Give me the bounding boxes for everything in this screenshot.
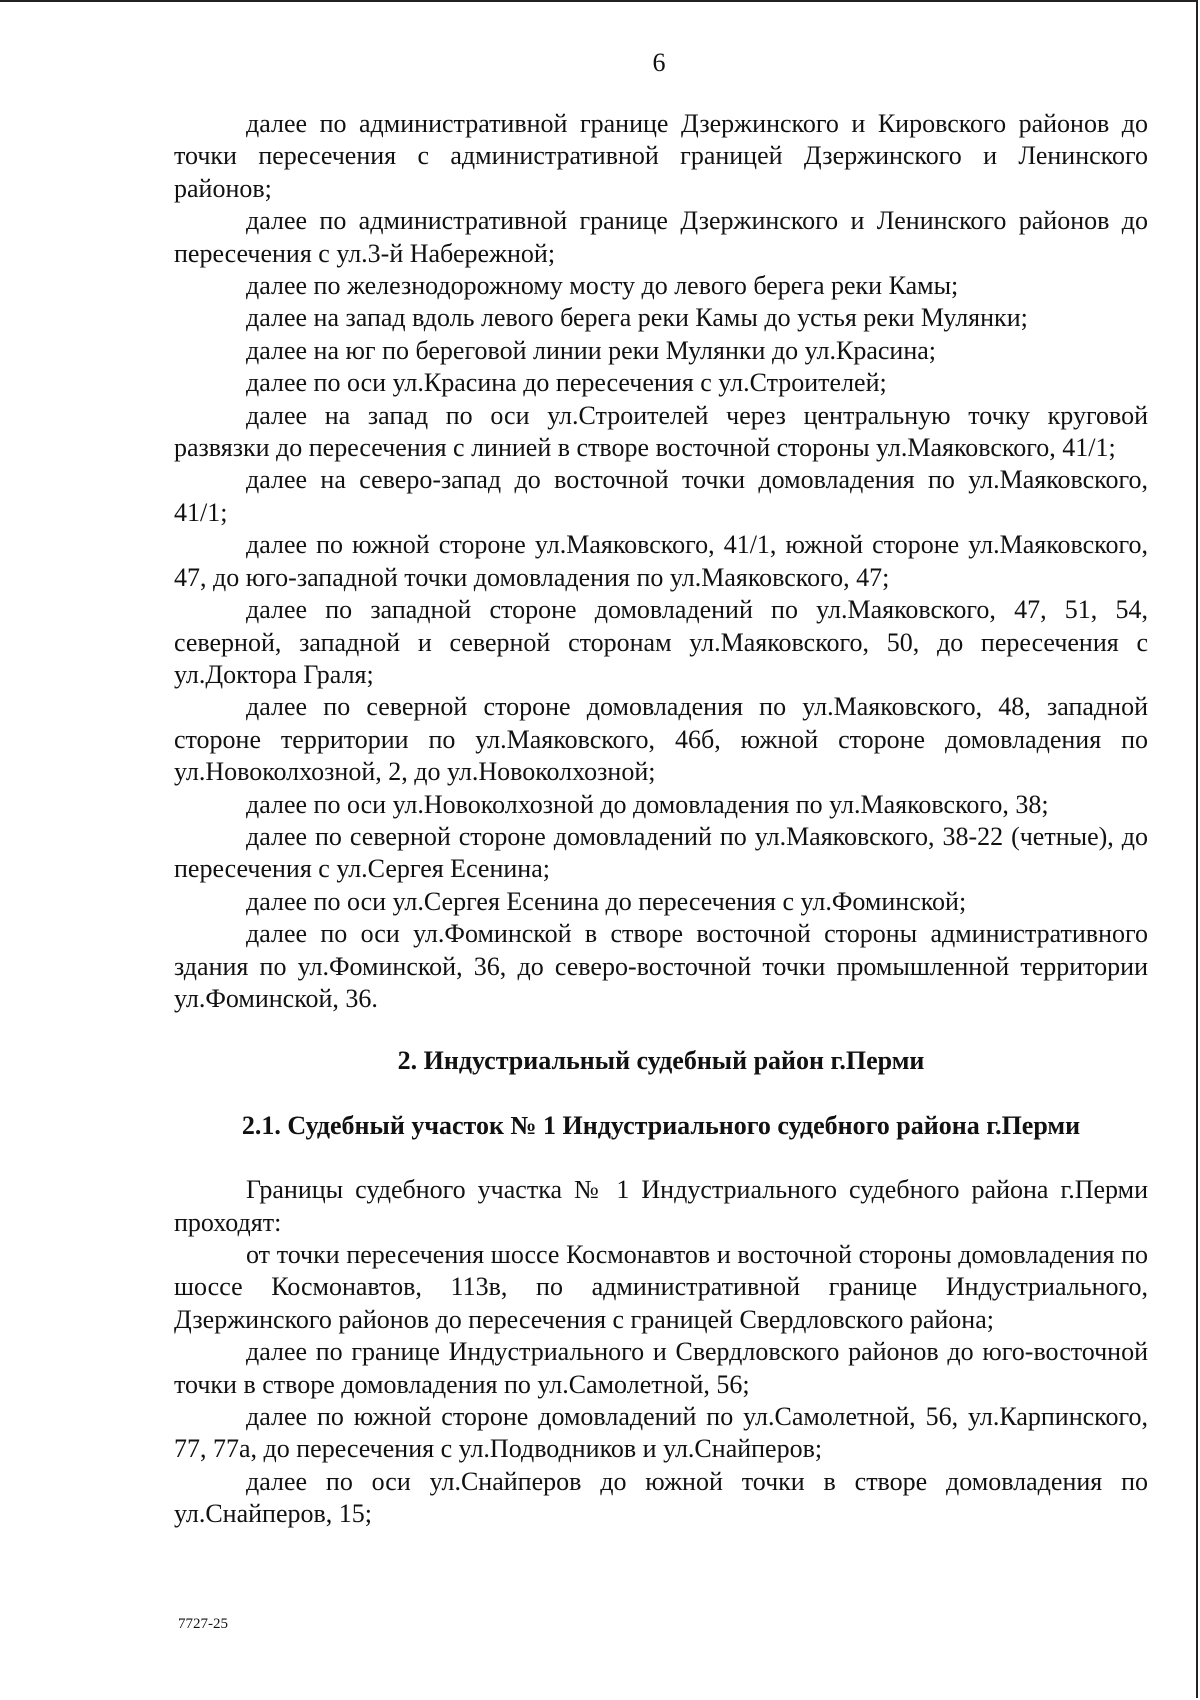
paragraph: далее на запад по оси ул.Строителей через центральную точку круговой развязки до пересечения с линией в створе восточной стороны ул.Маяковского, 41/1; [174, 400, 1148, 463]
paragraph: далее по оси ул.Сергея Есенина до пересечения с ул.Фоминской; [246, 886, 967, 916]
subsection-heading: 2.1. Судебный участок № 1 Индустриального судебного района г.Перми [241, 1110, 1081, 1140]
document-body [174, 108, 1148, 1531]
paragraph: далее по западной стороне домовладений по ул.Маяковского, 47, 51, 54, северной, западной и северной сторонам ул.Маяковского, 50, до пересечения с ул.Доктора Граля; [174, 595, 1148, 689]
paragraph: далее по оси ул.Красина до пересечения с ул.Строителей; [246, 368, 887, 398]
paragraph: далее по южной стороне ул.Маяковского, 41/1, южной стороне ул.Маяковского, 47, до юго-западной точки домовладения по ул.Маяковского, 47; [174, 530, 1148, 592]
paragraph: далее по границе Индустриального и Свердловского районов до юго-восточной точки в створе домовладения по ул.Самолетной, 56; [174, 1337, 1148, 1399]
paragraph: от точки пересечения шоссе Космонавтов и восточной стороны домовладения по шоссе Космонавтов, 113в, по административной границе Индустриального, Дзержинского районов до пересечения с границей Свердловского района; [174, 1240, 1148, 1334]
paragraph: далее по административной границе Дзержинского и Ленинского районов до пересечения с ул.3-й Набережной; [174, 206, 1148, 268]
paragraph: далее по северной стороне домовладений по ул.Маяковского, 38-22 (четные), до пересечения с ул.Сергея Есенина; [174, 821, 1148, 884]
paragraph: далее по оси ул.Новоколхозной до домовладения по ул.Маяковского, 38; [246, 789, 1049, 819]
paragraph: далее на юг по береговой линии реки Мулянки до ул.Красина; [246, 335, 937, 365]
paragraph: далее по оси ул.Снайперов до южной точки в створе домовладения по ул.Снайперов, 15; [174, 1466, 1148, 1529]
document-code: 7727-25 [178, 1616, 228, 1632]
paragraph: далее по южной стороне домовладений по ул.Самолетной, 56, ул.Карпинского, 77, 77а, до пересечения с ул.Подводников и ул.Снайперов; [174, 1402, 1148, 1464]
paragraph: далее на северо-запад до восточной точки домовладения по ул.Маяковского, 41/1; [174, 465, 1148, 527]
paragraph: далее по железнодорожному мосту до левого берега реки Камы; [246, 271, 959, 301]
paragraph: далее по административной границе Дзержинского и Кировского районов до точки пересечения с административной границей Дзержинского и Ленинского районов; [174, 109, 1148, 203]
paragraph: далее по северной стороне домовладения по ул.Маяковского, 48, западной стороне территории по ул.Маяковского, 46б, южной стороне домовладения по ул.Новоколхозной, 2, до ул.Новоколхозной; [174, 692, 1148, 787]
paragraph: Границы судебного участка № 1 Индустриального судебного района г.Перми проходят: [174, 1175, 1148, 1237]
section-heading: 2. Индустриальный судебный район г.Перми [397, 1046, 925, 1076]
paragraph: далее по оси ул.Фоминской в створе восточной стороны административного здания по ул.Фоминской, 36, до северо-восточной точки промышленной территории ул.Фоминской, 36. [174, 919, 1148, 1013]
page-number: 6 [652, 48, 666, 77]
paragraph: далее на запад вдоль левого берега реки Камы до устья реки Мулянки; [246, 303, 1028, 333]
